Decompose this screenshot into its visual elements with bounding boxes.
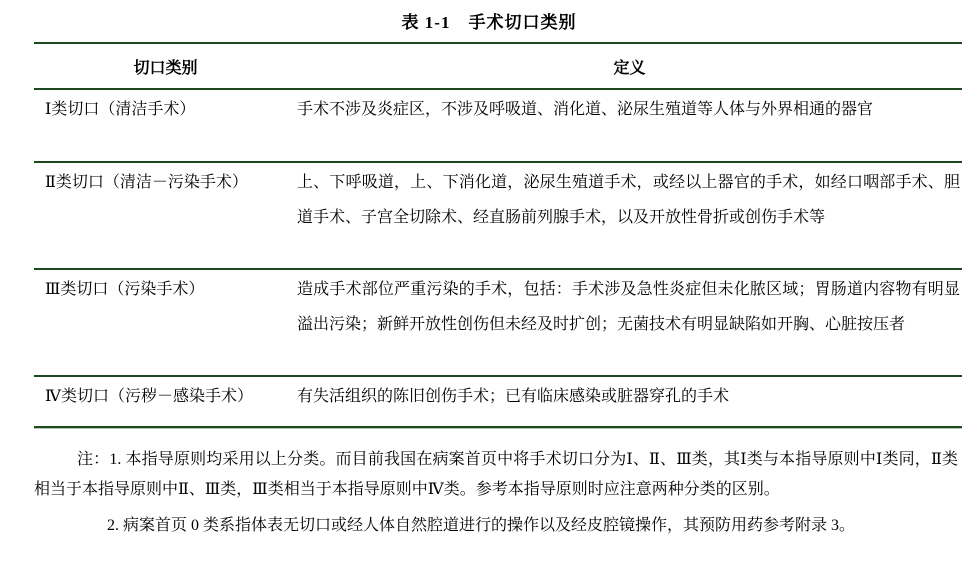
table-header-row bbox=[34, 44, 962, 90]
row-category: Ⅲ类切口（污染手术） bbox=[45, 281, 205, 298]
row-category: Ⅳ类切口（污秽－感染手术） bbox=[45, 388, 253, 405]
row-definition: 手术不涉及炎症区，不涉及呼吸道、消化道、泌尿生殖道等人体与外界相通的器官 bbox=[297, 101, 874, 118]
table-caption: 表 1-1 手术切口类别 bbox=[401, 13, 577, 32]
row-category: Ⅰ类切口（清洁手术） bbox=[45, 101, 196, 118]
table-row bbox=[34, 377, 962, 428]
footnote-2: 2. 病案首页 0 类系指体表无切口或经人体自然腔道进行的操作以及经皮腔镜操作，其预防用药参考附录 3。 bbox=[107, 517, 856, 534]
column-header-category: 切口类别 bbox=[133, 59, 198, 77]
row-category: Ⅱ类切口（清洁－污染手术） bbox=[45, 174, 248, 191]
table-row bbox=[34, 270, 962, 377]
table-row bbox=[34, 163, 962, 270]
incision-category-table bbox=[34, 42, 962, 428]
row-definition: 上、下呼吸道，上、下消化道，泌尿生殖道手术，或经以上器官的手术，如经口咽部手术、胆道手术、子宫全切除术、经直肠前列腺手术，以及开放性骨折或创伤手术等 bbox=[297, 174, 960, 226]
column-header-definition: 定义 bbox=[613, 59, 646, 77]
row-definition: 有失活组织的陈旧创伤手术；已有临床感染或脏器穿孔的手术 bbox=[297, 388, 730, 405]
table-row bbox=[34, 90, 962, 163]
footnotes bbox=[34, 445, 958, 541]
row-definition: 造成手术部位严重污染的手术，包括：手术涉及急性炎症但未化脓区域；胃肠道内容物有明显溢出污染；新鲜开放性创伤但未经及时扩创；无菌技术有明显缺陷如开胸、心脏按压者 bbox=[297, 281, 960, 333]
footnote-1: 注：1. 本指导原则均采用以上分类。而目前我国在病案首页中将手术切口分为Ⅰ、Ⅱ、Ⅲ类，其Ⅰ类与本指导原则中Ⅰ类同，Ⅱ类相当于本指导原则中Ⅱ、Ⅲ类，Ⅲ类相当于本指导原则中Ⅳ类。参考本指导原则时应注意两种分类的区别。 bbox=[34, 451, 958, 498]
